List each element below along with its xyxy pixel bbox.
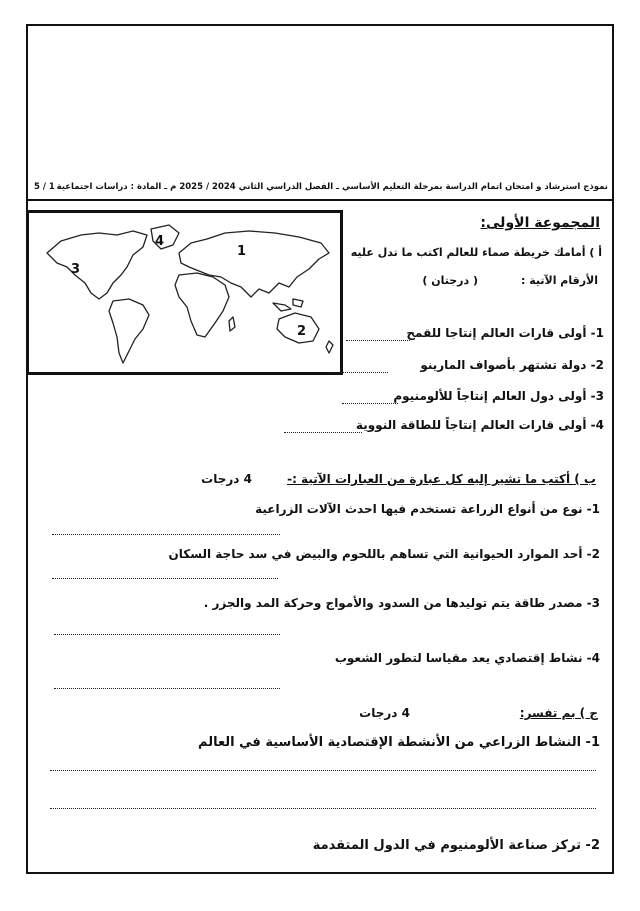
part-a-instruction-2: الأرقام الآتية : xyxy=(521,274,598,287)
part-a-marks: ( درجتان ) xyxy=(422,274,478,287)
answer-line xyxy=(54,634,280,635)
answer-line xyxy=(50,808,596,809)
answer-line xyxy=(330,372,388,373)
part-c-marks: 4 درجات xyxy=(359,706,410,720)
part-b-marks: 4 درجات xyxy=(201,472,252,486)
blank-world-map xyxy=(26,210,343,375)
answer-line xyxy=(346,340,410,341)
map-number-2: 2 xyxy=(297,324,307,339)
answer-line xyxy=(284,432,362,433)
part-a-item-1: 1- أولى قارات العالم إنتاجا للقمح xyxy=(406,326,604,340)
map-number-3: 3 xyxy=(71,262,81,277)
part-b-item-3: 3- مصدر طاقة يتم توليدها من السدود والأمواج وحركة المد والجزر . xyxy=(203,596,600,610)
north-america-outline xyxy=(47,231,147,299)
group-title: المجموعة الأولى: xyxy=(480,215,600,231)
new-zealand-outline xyxy=(326,341,333,353)
africa-outline xyxy=(175,273,229,337)
part-a-item-4: 4- أولى قارات العالم إنتاجاً للطاقة النووية xyxy=(355,418,604,432)
answer-line xyxy=(342,403,398,404)
part-c-item-1: 1- النشاط الزراعي من الأنشطة الإقتصادية الأساسية في العالم xyxy=(198,735,600,750)
header-divider xyxy=(26,199,614,201)
part-a-instruction: أ ) أمامك خريطة صماء للعالم اكتب ما تدل عليه xyxy=(350,246,602,259)
islands-outline xyxy=(273,299,303,311)
answer-line xyxy=(52,578,278,579)
part-b-title: ب ) أكتب ما تشير إليه كل عبارة من العبارات الآتية :- xyxy=(287,472,596,486)
part-b-item-1: 1- نوع من أنواع الزراعة تستخدم فيها احدث الآلات الزراعية xyxy=(255,502,600,516)
exam-header-title: نموذج استرشاد و امتحان اتمام الدراسة بمرحلة التعليم الأساسي ـ الفصل الدراسي الثاني 2024 / 2025 م ـ المادة : دراسات اجتماعية xyxy=(56,182,608,192)
map-number-1: 1 xyxy=(237,244,247,259)
page-number: 5 / 1 xyxy=(34,182,55,192)
world-map-drawing xyxy=(29,213,340,372)
part-a-item-3: 3- أولى دول العالم إنتاجاً للألومنيوم xyxy=(393,389,604,403)
south-america-outline xyxy=(109,299,149,363)
map-number-4: 4 xyxy=(155,234,165,249)
part-c-item-2: 2- تركز صناعة الألومنيوم في الدول المتقدمة xyxy=(312,838,600,853)
madagascar-outline xyxy=(229,317,235,331)
answer-line xyxy=(54,688,280,689)
part-b-item-4: 4- نشاط إقتصادي يعد مقياسا لتطور الشعوب xyxy=(334,651,600,665)
answer-line xyxy=(50,770,596,771)
part-b-item-2: 2- أحد الموارد الحيوانية التي تساهم باللحوم والبيض في سد حاجة السكان xyxy=(168,547,600,561)
eurasia-outline xyxy=(179,231,329,297)
part-a-item-2: 2- دولة تشتهر بأصواف المارينو xyxy=(420,358,604,372)
answer-line xyxy=(52,534,280,535)
exam-header xyxy=(34,182,608,192)
part-c-title: ج ) بم تفسر: xyxy=(519,706,598,720)
